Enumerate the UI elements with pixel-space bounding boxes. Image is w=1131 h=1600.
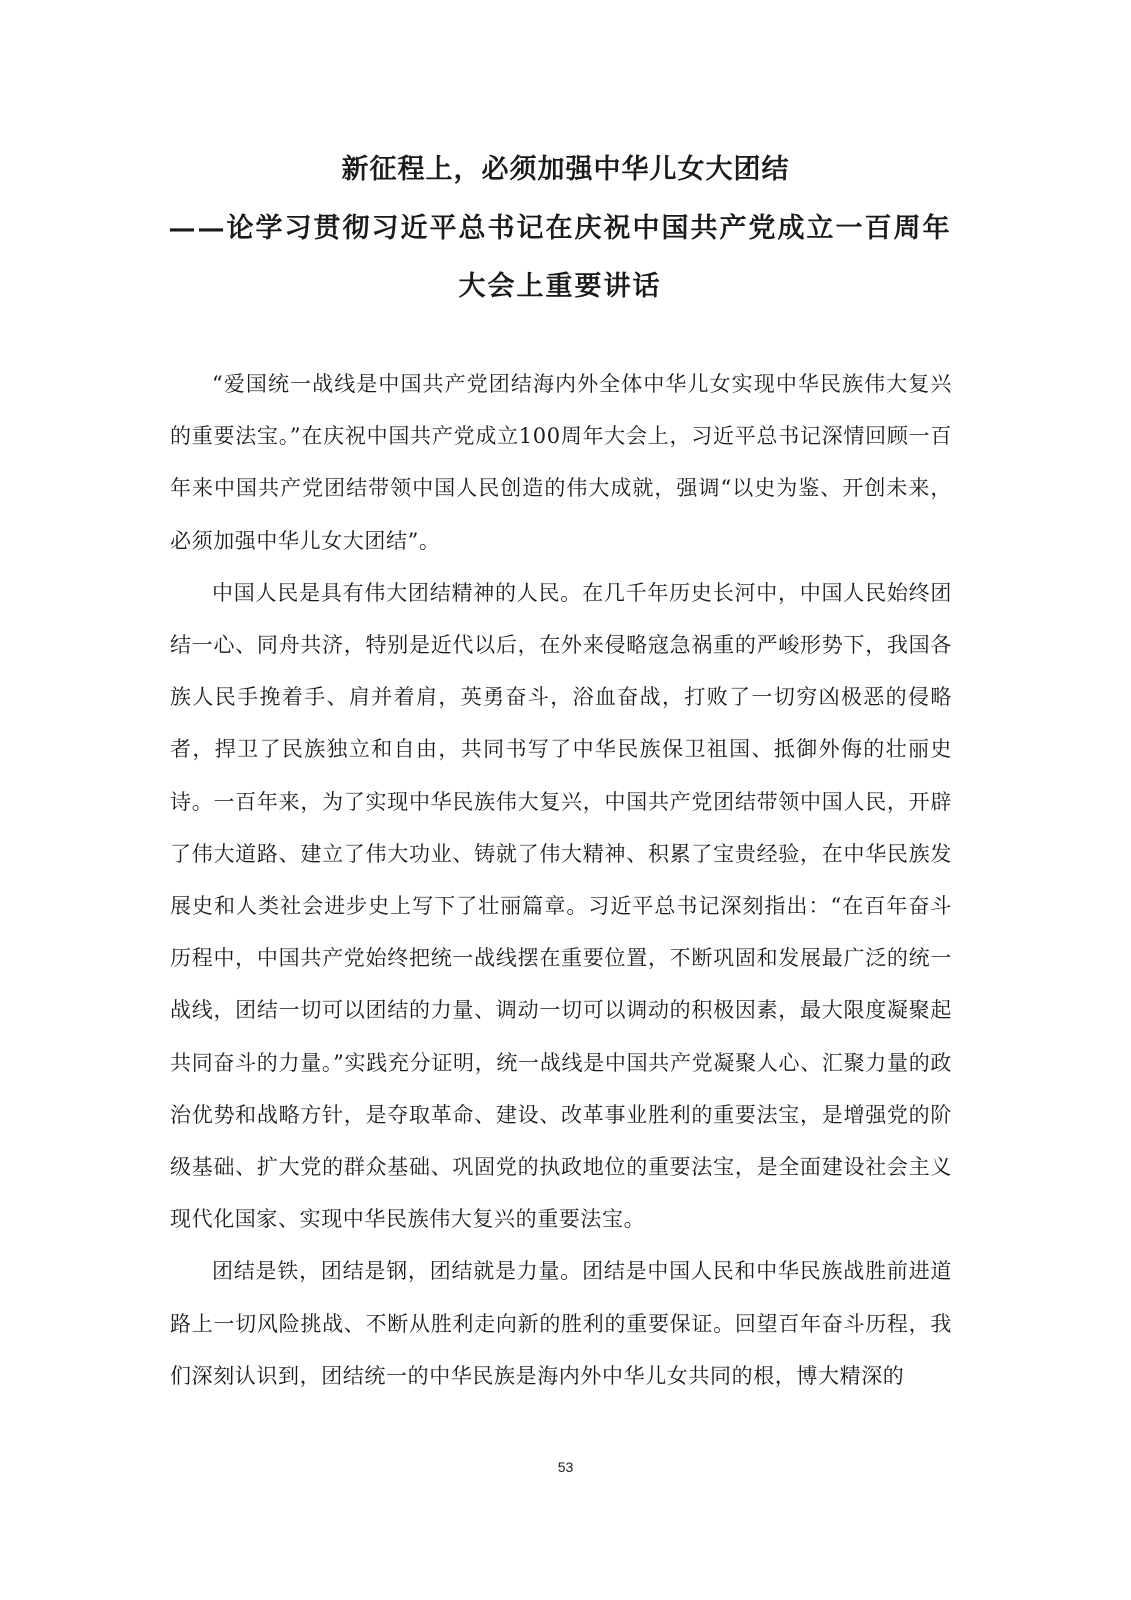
page-number: 53 bbox=[557, 1459, 574, 1475]
paragraph: “爱国统一战线是中国共产党团结海内外全体中华儿女实现中华民族伟大复兴的重要法宝。”在庆祝中国共产党成立100周年大会上，习近平总书记深情回顾一百年来中国共产党团结带领中国人民创造的伟大成就，强调“以史为鉴、开创未来，必须加强中华儿女大团结”。 bbox=[170, 372, 952, 553]
paragraph: 中国人民是具有伟大团结精神的人民。在几千年历史长河中，中国人民始终团结一心、同舟共济，特别是近代以后，在外来侵略寇急祸重的严峻形势下，我国各族人民手挽着手、肩并着肩，英勇奋斗，浴血奋战，打败了一切穷凶极恶的侵略者，捍卫了民族独立和自由，共同书写了中华民族保卫祖国、抵御外侮的壮丽史诗。一百年来，为了实现中华民族伟大复兴，中国共产党团结带领中国人民，开辟了伟大道路、建立了伟大功业、铸就了伟大精神、积累了宝贵经验，在中华民族发展史和人类社会进步史上写下了壮丽篇章。习近平总书记深刻指出：“在百年奋斗历程中，中国共产党始终把统一战线摆在重要位置，不断巩固和发展最广泛的统一战线，团结一切可以团结的力量、调动一切可以调动的积极因素，最大限度凝聚起共同奋斗的力量。”实践充分证明，统一战线是中国共产党凝聚人心、汇聚力量的政治优势和战略方针，是夺取革命、建设、改革事业胜利的重要法宝，是增强党的阶级基础、扩大党的群众基础、巩固党的执政地位的重要法宝，是全面建设社会主义现代化国家、实现中华民族伟大复兴的重要法宝。 bbox=[170, 580, 952, 1232]
article-body bbox=[170, 358, 952, 1402]
article-subtitle: ——论学习贯彻习近平总书记在庆祝中国共产党成立一百周年大会上重要讲话 bbox=[168, 213, 952, 302]
paragraph: 团结是铁，团结是钢，团结就是力量。团结是中国人民和中华民族战胜前进道路上一切风险挑战、不断从胜利走向新的胜利的重要保证。回望百年奋斗历程，我们深刻认识到，团结统一的中华民族是海内外中华儿女共同的根，博大精深的 bbox=[170, 1259, 952, 1388]
article-title: 新征程上，必须加强中华儿女大团结 bbox=[341, 154, 790, 185]
